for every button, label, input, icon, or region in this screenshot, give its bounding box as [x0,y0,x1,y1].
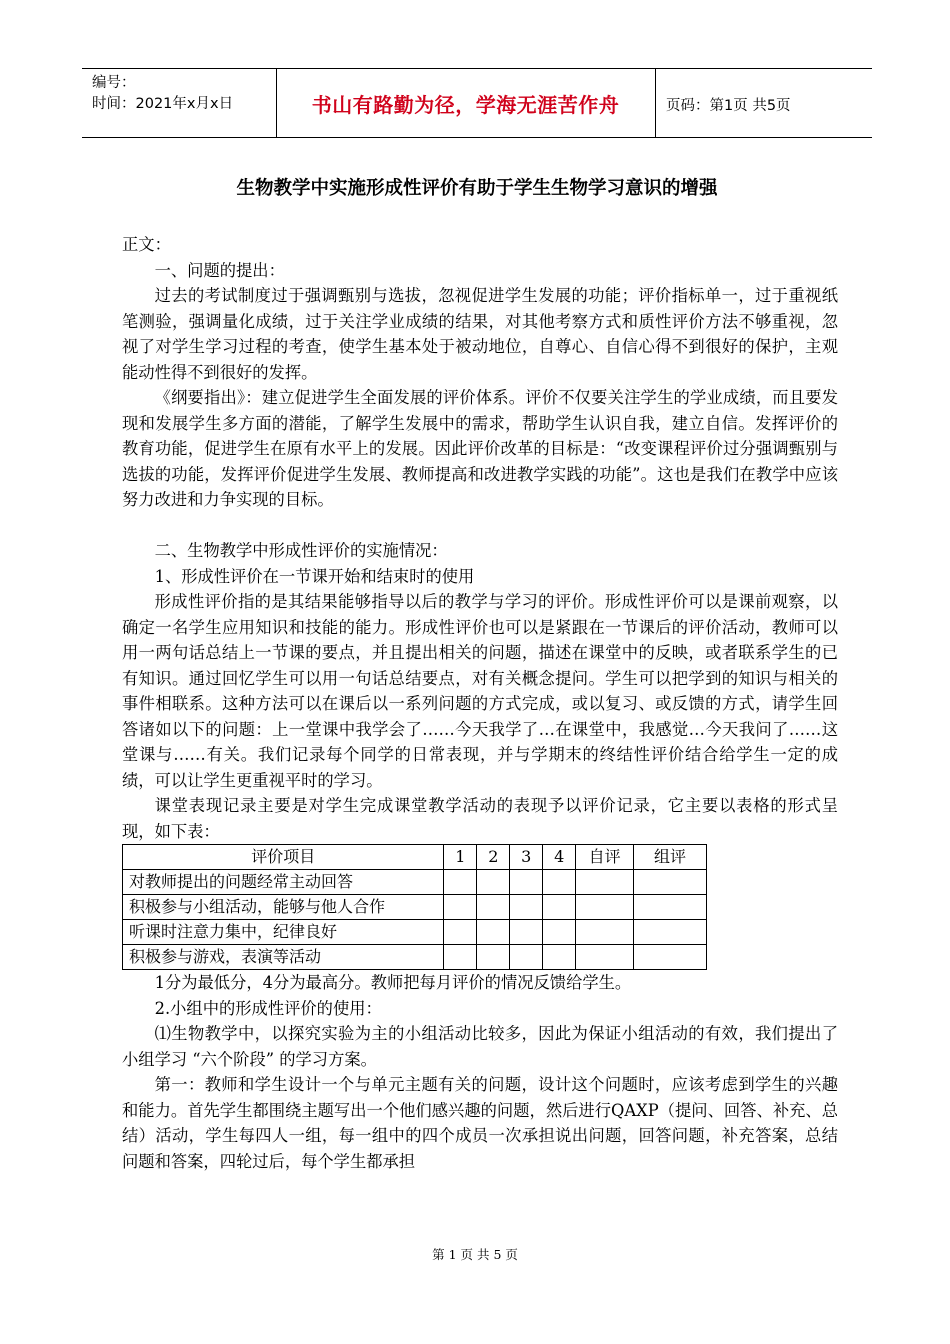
table-cell [543,895,576,920]
body-paragraph: 《纲要指出》：建立促进学生全面发展的评价体系。评价不仅要关注学生的学业成绩，而且要发现和发展学生多方面的潜能，了解学生发展中的需求，帮助学生认识自我，建立自信。发挥评价的教育功能，促进学生在原有水平上的发展。因此评价改革的目标是：“改变课程评价过分强调甄别与选拔的功能，发挥评价促进学生发展、教师提高和改进教学实践的功能”。这也是我们在教学中应该努力改进和力争实现的目标。 [122,388,838,509]
header-motto: 书山有路勤为径，学海无涯苦作舟 [311,93,620,117]
table-cell [510,870,543,895]
table-header-cell: 2 [477,845,510,870]
table-cell [543,870,576,895]
table-cell [634,895,707,920]
document-number-label: 编号： [92,75,136,91]
table-cell [510,895,543,920]
header-meta [92,73,233,115]
table-header-cell: 4 [543,845,576,870]
table-cell [634,945,707,970]
table-cell [576,895,634,920]
body-paragraph: ⑴生物教学中，以探究实验为主的小组活动比较多，因此为保证小组活动的有效，我们提出了小组学习 “六个阶段” 的学习方案。 [122,1024,838,1069]
document-date: 时间：2021年x月x日 [92,96,234,112]
subsection-heading: 1、形成性评价在一节课开始和结束时的使用 [154,566,475,586]
body-paragraph: 正文： [122,235,171,254]
body-paragraph: 第一：教师和学生设计一个与单元主题有关的问题，设计这个问题时，应该考虑到学生的兴趣和能力。首先学生都围绕主题写出一个他们感兴趣的问题，然后进行QAXP（提问、回答、补充、总结）活动，学生每四人一组，每一组中的四个成员一次承担说出问题，回答问题，补充答案，总结问题和答案，四轮过后，每个学生都承担 [122,1075,839,1171]
table-cell [634,920,707,945]
table-cell [477,945,510,970]
table-cell [444,895,477,920]
table-cell-item: 积极参与小组活动，能够与他人合作 [123,895,444,920]
table-header-cell: 1 [444,845,477,870]
table-header-cell: 3 [510,845,543,870]
table-cell [543,920,576,945]
table-header-cell: 组评 [634,845,707,870]
table-header-row [123,845,707,870]
body-paragraph: 课堂表现记录主要是对学生完成课堂教学活动的表现予以评价记录，它主要以表格的形式呈现，如下表： [122,796,838,841]
table-header-cell: 自评 [576,845,634,870]
table-cell-item: 听课时注意力集中，纪律良好 [123,920,444,945]
table-cell [510,920,543,945]
table-cell-item: 积极参与游戏，表演等活动 [123,945,444,970]
body-paragraph: 1分为最低分，4分为最高分。教师把每月评价的情况反馈给学生。 [154,973,632,992]
page-header [82,68,872,138]
table-cell [444,945,477,970]
table-row [123,895,707,920]
section-heading: 一、问题的提出： [154,260,285,280]
table-cell [543,945,576,970]
evaluation-table [122,844,707,970]
document-body [122,232,838,1174]
paragraph-gap [122,513,838,539]
table-cell [444,920,477,945]
table-cell [576,945,634,970]
header-divider [655,69,656,137]
table-row [123,920,707,945]
table-cell [510,945,543,970]
body-paragraph: 过去的考试制度过于强调甄别与选拔，忽视促进学生发展的功能；评价指标单一，过于重视纸笔测验，强调量化成绩，过于关注学业成绩的结果，对其他考察方式和质性评价方法不够重视，忽视了对学生学习过程的考查，使学生基本处于被动地位，自尊心、自信心得不到很好的保护，主观能动性得不到很好的发挥。 [122,286,838,382]
table-cell [576,870,634,895]
table-row [123,945,707,970]
table-row [123,870,707,895]
table-cell [444,870,477,895]
table-cell [477,870,510,895]
table-cell [576,920,634,945]
table-cell [634,870,707,895]
section-heading: 二、生物教学中形成性评价的实施情况： [154,541,448,560]
table-cell [477,895,510,920]
table-cell [477,920,510,945]
table-header-cell: 评价项目 [123,845,444,870]
subsection-heading: 2.小组中的形成性评价的使用： [154,998,382,1018]
page-footer: 第 1 页 共 5 页 [432,1247,518,1262]
body-paragraph: 形成性评价指的是其结果能够指导以后的教学与学习的评价。形成性评价可以是课前观察，以确定一名学生应用知识和技能的能力。形成性评价也可以是紧跟在一节课后的评价活动，教师可以用一两句话总结上一节课的要点，并且提出相关的问题，描述在课堂中的反映，或者联系学生的已有知识。通过回忆学生可以用一句话总结要点，对有关概念提问。学生可以把学到的知识与相关的事件相联系。这种方法可以在课后以一系列问题的方式完成，或以复习、或反馈的方式，请学生回答诸如以下的问题：上一堂课中我学会了……今天我学了…在课堂中，我感觉…今天我问了……这堂课与……有关。我们记录每个同学的日常表现，并与学期末的终结性评价结合给学生一定的成绩，可以让学生更重视平时的学习。 [122,592,838,790]
document-title: 生物教学中实施形成性评价有助于学生生物学习意识的增强 [236,178,718,199]
table-cell-item: 对教师提出的问题经常主动回答 [123,870,444,895]
header-page-info: 页码：第1页 共5页 [666,98,791,114]
